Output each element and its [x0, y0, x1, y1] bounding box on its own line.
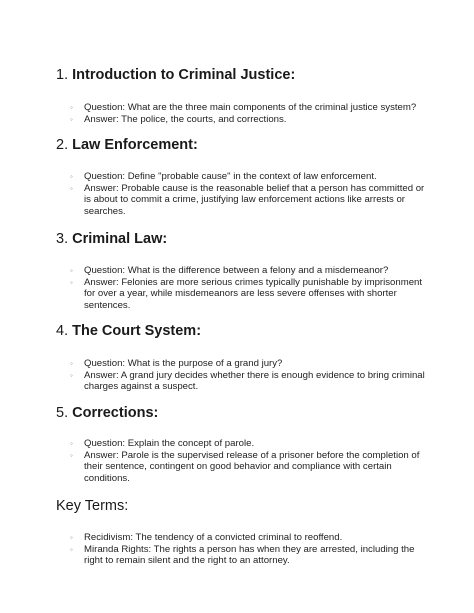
section-title: The Court System:: [72, 323, 202, 339]
section-number: 4.: [56, 323, 69, 339]
key-term-item: ◦ Miranda Rights: The rights a person has when they are arrested, including the right to remain silent and the right to an attorney.: [56, 544, 428, 567]
section-introduction: [56, 66, 428, 125]
qa-list: [56, 265, 428, 311]
answer-item: ◦ Answer: The police, the courts, and corrections.: [56, 114, 428, 126]
answer-item: ◦ Answer: Parole is the supervised release of a prisoner before the completion of their sentence, contingent on good behavior and compliance with certain conditions.: [56, 450, 428, 485]
section-key-terms: [56, 497, 428, 567]
section-number: 1.: [56, 67, 69, 83]
answer-item: ◦ Answer: Probable cause is the reasonable belief that a person has committed or is about to commit a crime, justifying law enforcement actions like arrests or searches.: [56, 183, 428, 218]
key-term-item: ◦ Recidivism: The tendency of a convicted criminal to reoffend.: [56, 532, 428, 544]
section-corrections: [56, 404, 428, 484]
section-criminal-law: [56, 230, 428, 311]
key-terms-title: Key Terms:: [56, 498, 129, 514]
answer-item: ◦ Answer: Felonies are more serious crimes typically punishable by imprisonment for over a year, while misdemeanors are less severe offenses with shorter sentences.: [56, 277, 428, 312]
question-item: ◦ Question: Explain the concept of parole.: [56, 438, 428, 450]
section-heading: [56, 322, 428, 340]
section-heading: [56, 66, 428, 84]
section-title: Law Enforcement:: [72, 137, 198, 153]
section-number: 3.: [56, 231, 69, 247]
section-heading: [56, 230, 428, 248]
question-item: ◦ Question: Define "probable cause" in the context of law enforcement.: [56, 171, 428, 183]
section-number: 5.: [56, 405, 69, 421]
section-law-enforcement: [56, 136, 428, 217]
key-terms-heading: [56, 497, 428, 515]
section-number: 2.: [56, 137, 69, 153]
section-title: Criminal Law:: [72, 231, 168, 247]
answer-item: ◦ Answer: A grand jury decides whether there is enough evidence to bring criminal charges against a suspect.: [56, 370, 428, 393]
section-heading: [56, 136, 428, 154]
section-title: Corrections:: [72, 405, 159, 421]
question-item: ◦ Question: What is the difference between a felony and a misdemeanor?: [56, 265, 428, 277]
section-title: Introduction to Criminal Justice:: [72, 67, 296, 83]
section-court-system: [56, 322, 428, 393]
key-terms-list: [56, 532, 428, 567]
section-heading: [56, 404, 428, 422]
question-item: ◦ Question: What are the three main components of the criminal justice system?: [56, 102, 428, 114]
qa-list: [56, 171, 428, 217]
qa-list: [56, 102, 428, 125]
question-item: ◦ Question: What is the purpose of a grand jury?: [56, 358, 428, 370]
qa-list: [56, 358, 428, 393]
qa-list: [56, 438, 428, 484]
